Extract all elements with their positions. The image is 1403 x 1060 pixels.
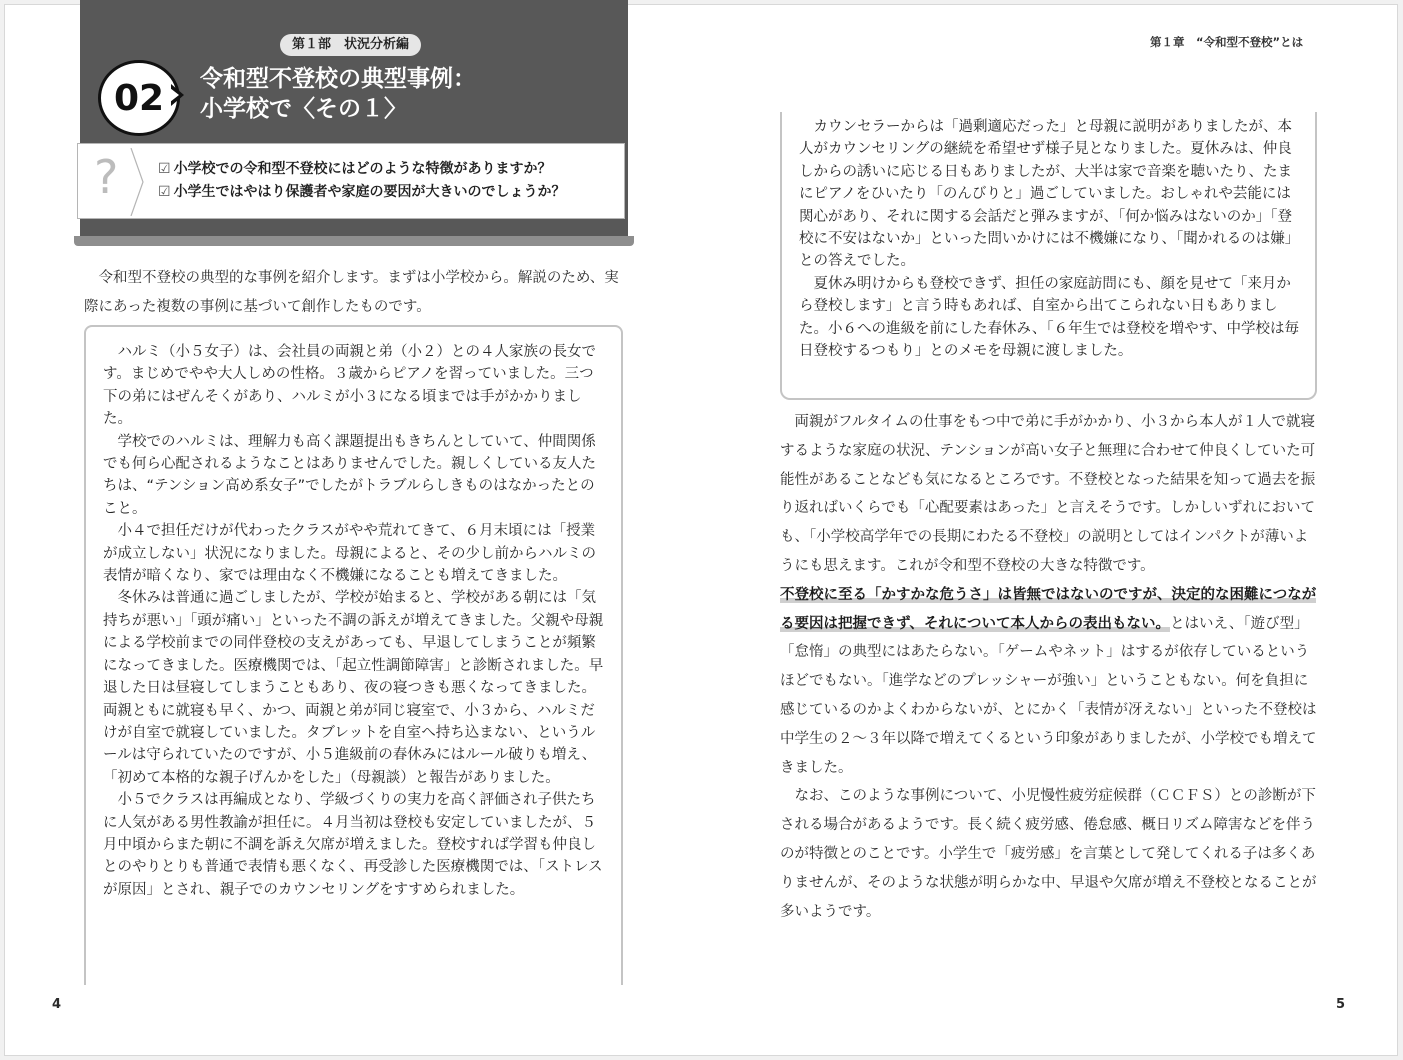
question-text: 小学生ではやはり保護者や家庭の要因が大きいのでしょうか？ xyxy=(173,184,566,200)
case-paragraph: 小４で担任だけが代わったクラスがやや荒れてきて、６月末頃には「授業が成立しない」状況になりました。母親によると、その少し前からハルミの表情が暗くなり、家では理由なく不機嫌になることも増えてきました。 xyxy=(103,523,596,585)
question-item xyxy=(158,181,566,204)
chapter-title-line2: 小学校で〈その１〉 xyxy=(200,96,407,122)
part-label: 第１部 状況分析編 xyxy=(280,34,421,56)
body-paragraph: なお、このような事例について、小児慢性疲労症候群（ＣＣＦＳ）との診断が下される場合があるようです。長く続く疲労感、倦怠感、概日リズム障害などを伴うのが特徴とのことです。小学生で「疲労感」を言葉として発してくれる子は多くありませんが、そのような状態が明らかな中、早退や欠席が増え不登校となることが多いようです。 xyxy=(780,788,1317,920)
body-text-block xyxy=(780,408,1318,926)
chapter-number: 02 xyxy=(113,77,165,119)
case-study-box-continued xyxy=(780,112,1317,400)
intro-paragraph: 令和型不登校の典型的な事例を紹介します。まずは小学校から。解説のため、実際にあった複数の事例に基づいて創作したものです。 xyxy=(84,270,619,315)
page-number-right: 5 xyxy=(1336,997,1346,1012)
case-paragraph: 冬休みは普通に過ごしましたが、学校が始まると、学校がある朝には「気持ちが悪い」「頭が痛い」といった不調の訴えが増えてきました。父親や母親による学校前までの同伴登校の支えがあっても、早退してしまうことが頻繁になってきました。医療機関では、「起立性調節障害」と診断されました。早退した日は昼寝してしまうこともあり、夜の寝つきも悪くなってきました。両親ともに就寝も早く、かつ、両親と弟が同じ寝室で、小３から、ハルミだけが自室で就寝していました。タブレットを自室へ持ち込まない、というルールは守られていたのですが、小５進級前の春休みにはルール破りも増え、「初めて本格的な親子げんかをした」（母親談）と報告がありました。 xyxy=(103,590,604,786)
checkbox-icon: ☑ xyxy=(158,184,171,200)
running-head: 第１章 “令和型不登校”とは xyxy=(1150,35,1304,49)
body-paragraph-rest: とはいえ、「遊び型」「怠惰」の典型にはあたらない。「ゲームやネット」はするが依存しているというほどでもない。「進学などのプレッシャーが強い」ということもない。何を負担に感じているのかよくわからないが、とにかく「表情が冴えない」といった不登校は中学生の２〜３年以降で増えてくるという印象がありましたが、小学校でも増えてきました。 xyxy=(780,615,1317,776)
case-paragraph: 学校でのハルミは、理解力も高く課題提出もきちんとしていて、仲間関係でも何ら心配されるようなことはありませんでした。親しくしている友人たちは、“テンション高め系女子”でしたがトラブルらしきものはなかったとのこと。 xyxy=(103,433,596,517)
case-paragraph: カウンセラーからは「過剰適応だった」と母親に説明がありましたが、本人がカウンセリングの継続を希望せず様子見となりました。夏休みは、仲良しからの誘いに応じる日もありましたが、大半は家で音楽を聴いたり、たまにピアノをひいたり「のんびりと」過ごしていました。おしゃれや芸能には関心があり、それに関する会話だと弾みますが、「何か悩みはないのか」「登校に不安はないか」といった問いかけには不機嫌になり、「聞かれるのは嫌」との答えでした。 xyxy=(799,119,1292,270)
chapter-header-shadow xyxy=(74,236,634,246)
question-list xyxy=(158,158,566,204)
question-text: 小学校での令和型不登校にはどのような特徴がありますか？ xyxy=(173,161,552,177)
chapter-title xyxy=(200,64,620,124)
intro-text-block xyxy=(84,264,624,322)
body-paragraph xyxy=(780,581,1318,783)
question-item xyxy=(158,158,566,181)
checkbox-icon: ☑ xyxy=(158,161,171,177)
chapter-title-line1: 令和型不登校の典型事例： xyxy=(200,66,476,92)
case-paragraph: 小５でクラスは再編成となり、学級づくりの実力を高く評価され子供たちに人気がある男性教諭が担任に。４月当初は登校も安定していましたが、５月中頃からまた朝に不調を訴え欠席が増えました。登校すれば学習も仲良しとのやりとりも普通で表情も悪くなく、再受診した医療機関では、「ストレスが原因」とされ、親子でのカウンセリングをすすめられました。 xyxy=(103,792,603,898)
chapter-number-badge xyxy=(98,60,180,136)
case-paragraph: ハルミ（小５女子）は、会社員の両親と弟（小２）との４人家族の長女です。まじめでやや大人しめの性格。３歳からピアノを習っていました。三つ下の弟にはぜんそくがあり、ハルミが小３になる頃までは手がかかりました。 xyxy=(103,344,596,428)
body-paragraph: 両親がフルタイムの仕事をもつ中で弟に手がかかり、小３から本人が１人で就寝するような家庭の状況、テンションが高い女子と無理に合わせて仲良くしていた可能性があることなども気になるところです。不登校となった結果を知って過去を振り返ればいくらでも「心配要素はあった」と言えそうです。しかしいずれにおいても、「小学校高学年での長期にわたる不登校」の説明としてはインパクトが薄いようにも思えます。これが令和型不登校の大きな特徴です。 xyxy=(780,414,1316,574)
chevron-divider-icon xyxy=(130,148,144,216)
page-number-left: 4 xyxy=(52,997,62,1012)
question-box xyxy=(77,143,625,219)
badge-pointer-inner xyxy=(170,88,179,102)
highlighted-sentence: 不登校に至る「かすかな危うさ」は皆無ではないのですが、決定的な困難につながる要因は把握できず、それについて本人からの表出もない。 xyxy=(780,586,1317,632)
question-mark-icon: ? xyxy=(94,150,119,204)
case-paragraph: 夏休み明けからも登校できず、担任の家庭訪問にも、顔を見せて「来月から登校します」と言う時もあれば、自室から出てこられない日もありました。小６への進級を前にした春休み、「６年生では登校を増やす、中学校は毎日登校するつもり」とのメモを母親に渡しました。 xyxy=(799,275,1299,360)
case-study-box xyxy=(84,325,623,985)
